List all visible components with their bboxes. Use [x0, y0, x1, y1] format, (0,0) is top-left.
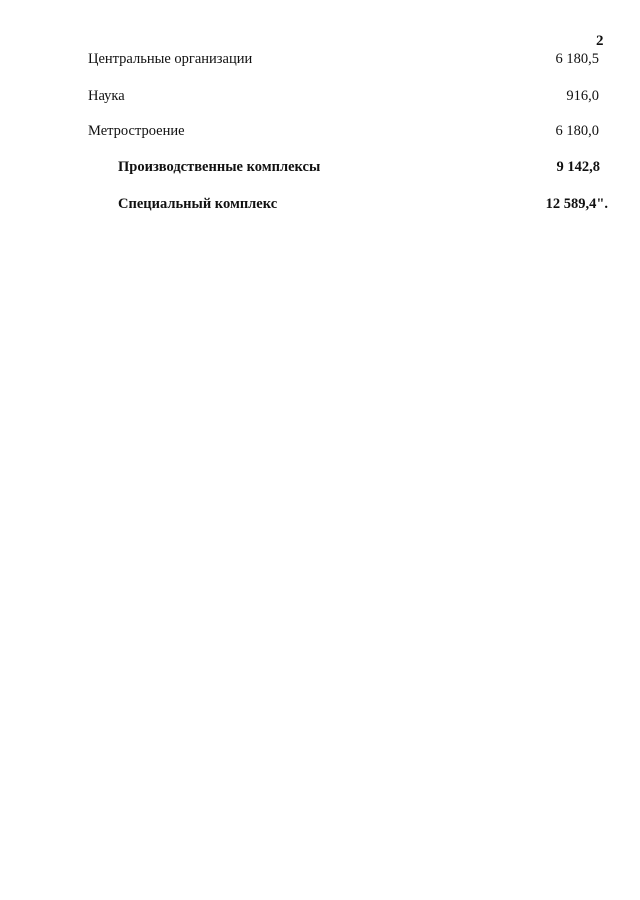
- entry-label-central-organizations: Центральные организации: [88, 51, 253, 67]
- entry-label-special-complex: Специальный комплекс: [118, 196, 278, 212]
- entry-label-science: Наука: [88, 88, 125, 104]
- page-number: 2: [596, 33, 604, 49]
- entry-label-production-complexes: Производственные комплексы: [118, 159, 321, 175]
- entry-value-central-organizations: 6 180,5: [555, 51, 599, 67]
- entry-value-production-complexes: 9 142,8: [556, 159, 600, 175]
- entry-value-science: 916,0: [566, 88, 599, 104]
- entry-value-special-complex: 12 589,4".: [545, 196, 608, 212]
- entry-label-metro-construction: Метростроение: [88, 123, 185, 139]
- entry-value-metro-construction: 6 180,0: [555, 123, 599, 139]
